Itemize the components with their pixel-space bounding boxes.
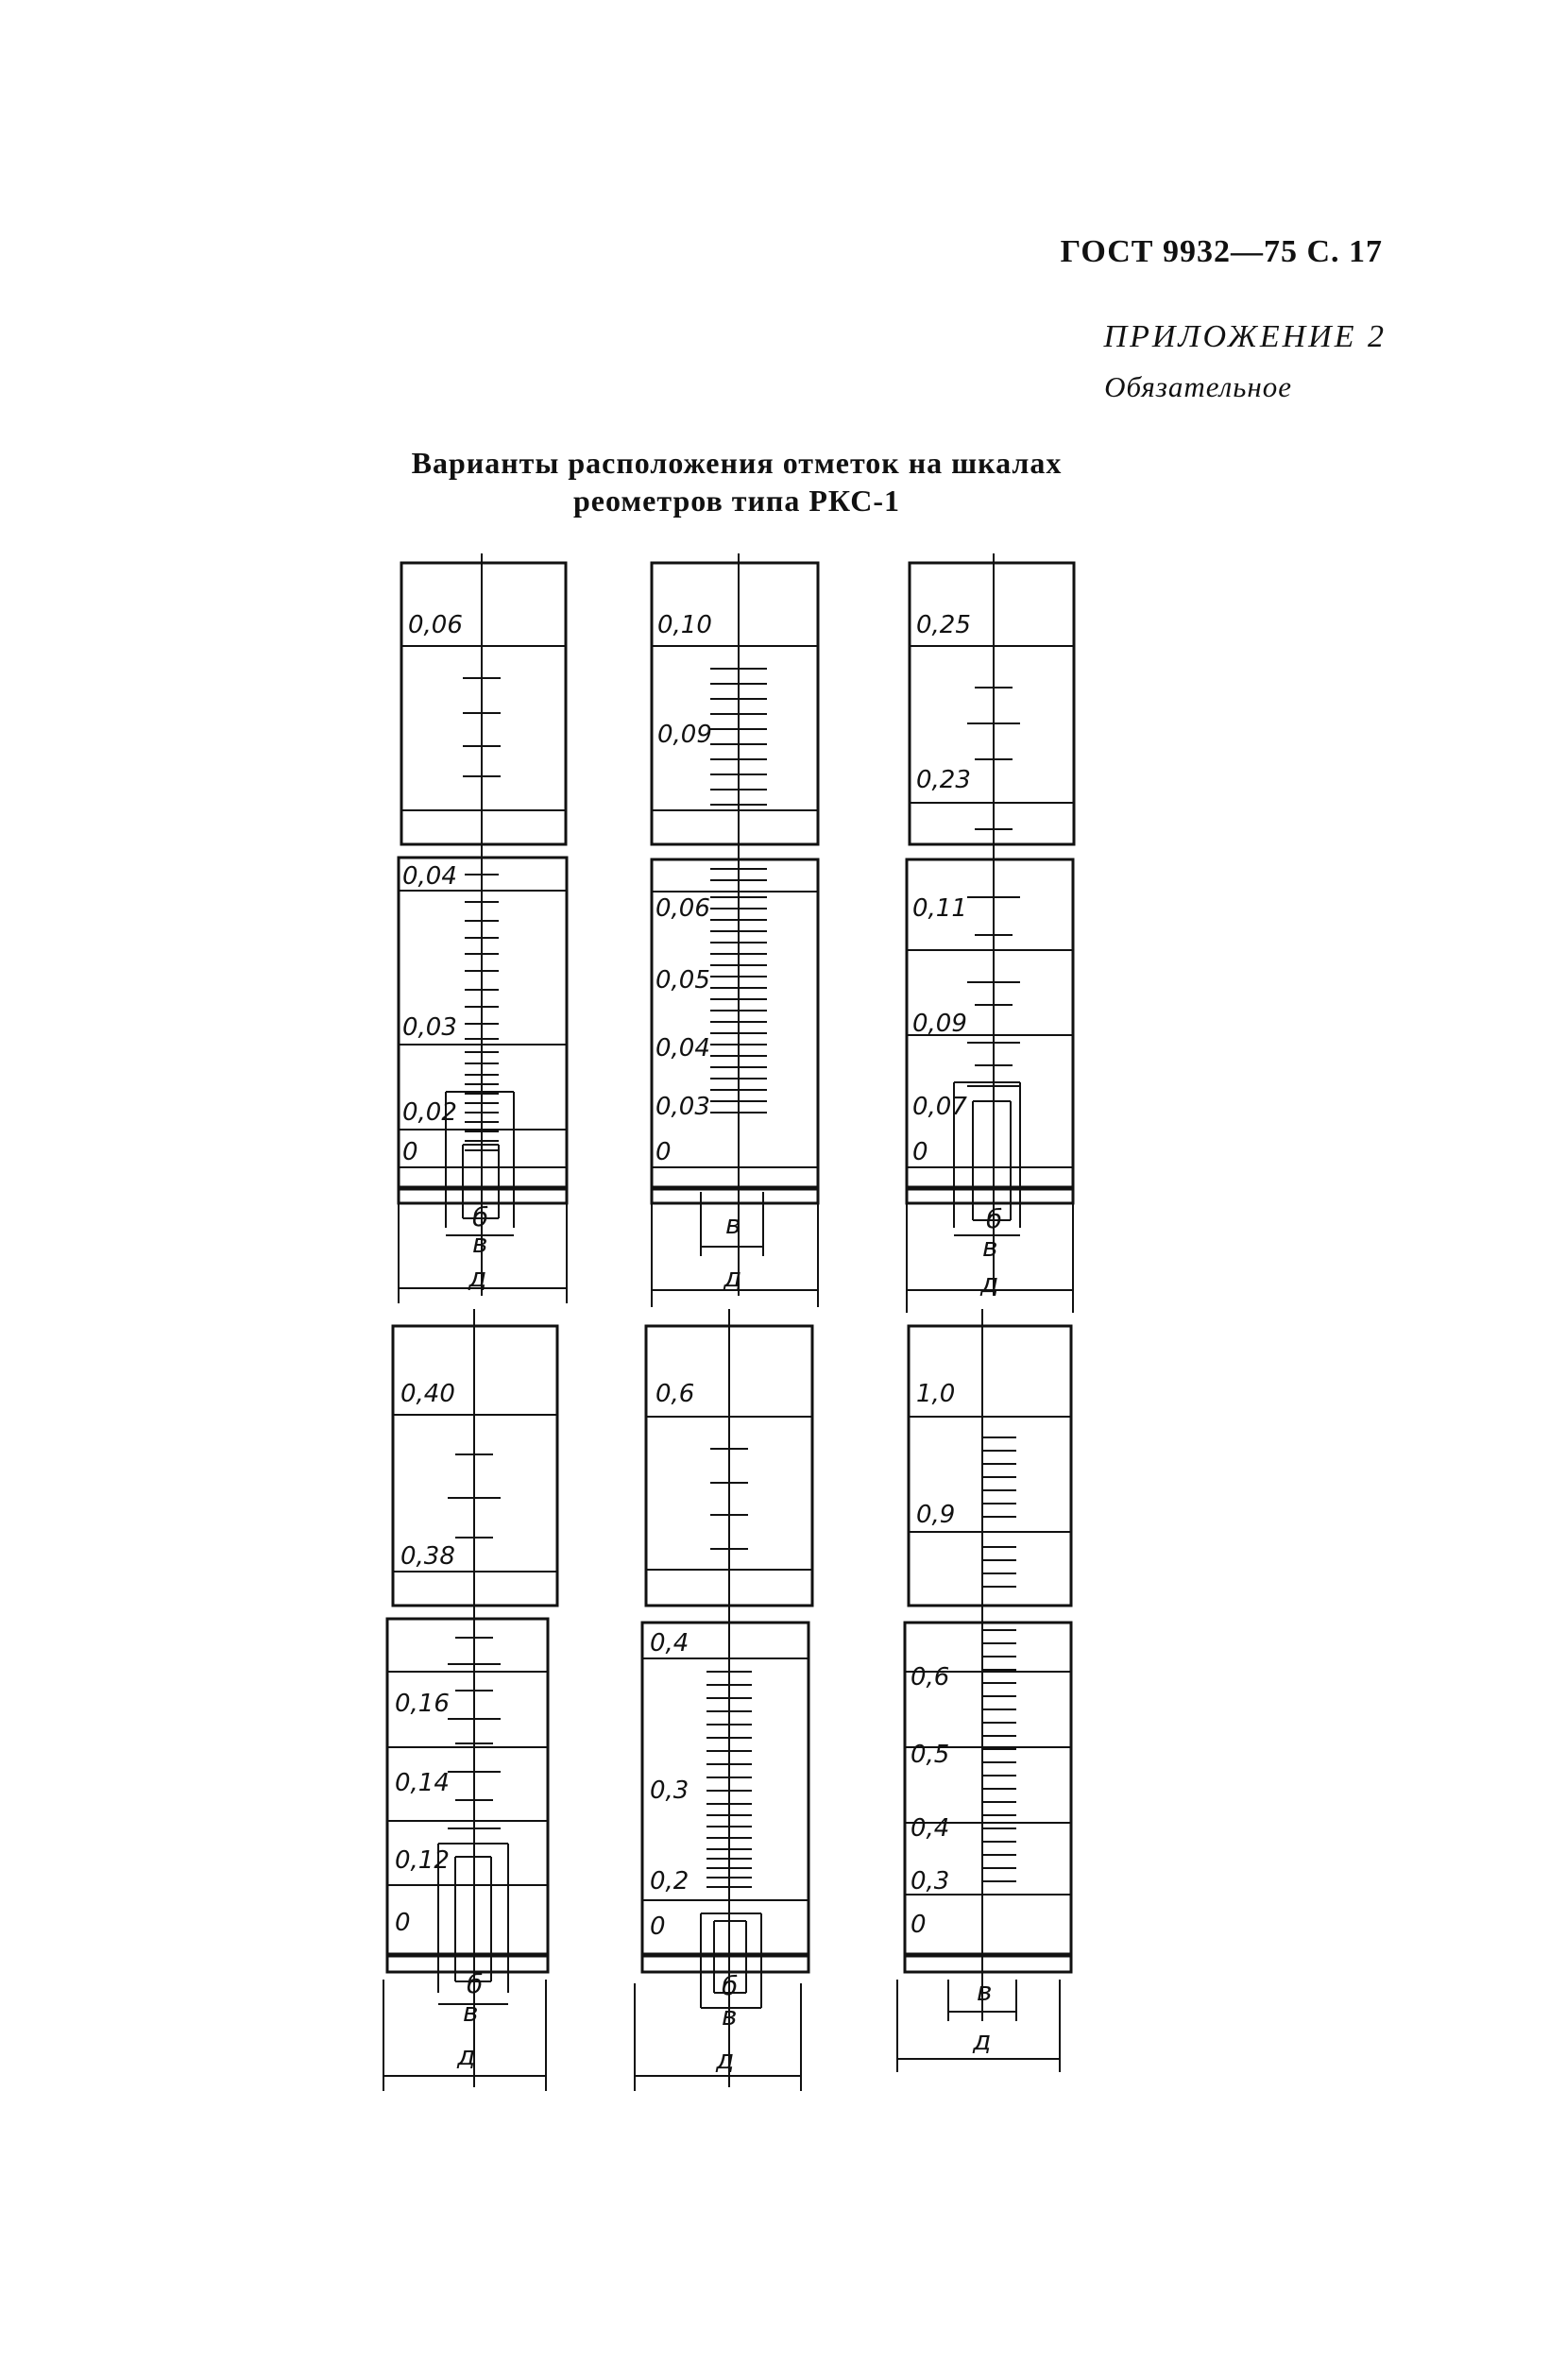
- scale-4-label-1: 0,40: [400, 1380, 455, 1408]
- scale-4-dim-2: в: [463, 1997, 479, 2028]
- scale-6-label-1: 1,0: [916, 1380, 956, 1408]
- scale-6-label-7: 0: [911, 1911, 927, 1939]
- scale-2-label-1: 0,10: [657, 611, 712, 639]
- appendix-status: Обязательное: [1104, 370, 1292, 403]
- scale-4-label-4: 0,14: [395, 1769, 450, 1797]
- scale-3-label-5: 0,07: [912, 1093, 967, 1121]
- scale-5-label-2: 0,4: [650, 1629, 689, 1658]
- scale-5-dim-1: б: [722, 1970, 739, 2001]
- scale-3-label-3: 0,11: [912, 894, 967, 923]
- scale-2-label-4: 0,05: [655, 966, 710, 994]
- scale-5-label-5: 0: [650, 1912, 666, 1941]
- scale-2: [652, 553, 818, 1307]
- scale-2-label-2: 0,09: [657, 721, 712, 749]
- scale-4-label-3: 0,16: [395, 1690, 450, 1718]
- scale-5-dim-2: в: [722, 2000, 738, 2032]
- scale-3-dim-3: д: [980, 1267, 999, 1299]
- scale-3: [907, 553, 1074, 1313]
- scale-4-dim-1: б: [467, 1968, 484, 1999]
- scale-5-dim-3: д: [716, 2044, 735, 2075]
- scale-3-label-1: 0,25: [916, 611, 971, 639]
- scale-2-dim-1: в: [725, 1209, 741, 1240]
- scale-6-dim-1: в: [977, 1976, 993, 2007]
- scale-6-label-3: 0,6: [911, 1663, 950, 1692]
- scale-3-label-2: 0,23: [916, 766, 971, 794]
- scale-3-dim-2: в: [982, 1232, 998, 1263]
- scale-1-dim-2: в: [472, 1228, 488, 1259]
- document-code: ГОСТ 9932—75 С. 17: [1060, 234, 1383, 269]
- scale-6-label-2: 0,9: [916, 1501, 956, 1529]
- scale-1-label-4: 0,02: [402, 1098, 457, 1127]
- scale-2-dim-2: д: [723, 1262, 742, 1293]
- scale-6-label-5: 0,4: [911, 1814, 950, 1843]
- scale-4: [383, 1309, 557, 2091]
- scale-2-label-3: 0,06: [655, 894, 710, 923]
- scale-1-dim-3: д: [468, 1262, 487, 1293]
- scale-1-label-1: 0,06: [408, 611, 463, 639]
- scale-5-label-1: 0,6: [655, 1380, 695, 1408]
- scale-2-label-7: 0: [655, 1138, 672, 1166]
- appendix-heading: ПРИЛОЖЕНИЕ 2: [1103, 319, 1387, 354]
- scale-6-label-4: 0,5: [911, 1741, 950, 1769]
- scale-3-label-4: 0,09: [912, 1010, 967, 1038]
- figure-title-line-1: Варианты расположения отметок на шкалах: [411, 446, 1063, 480]
- scale-4-label-5: 0,12: [395, 1846, 450, 1875]
- scale-2-label-5: 0,04: [655, 1034, 710, 1062]
- scale-3-label-6: 0: [912, 1138, 928, 1166]
- scale-1-label-3: 0,03: [402, 1013, 457, 1042]
- scale-4-label-6: 0: [395, 1909, 411, 1937]
- scale-6-label-6: 0,3: [911, 1867, 950, 1896]
- scale-1-label-5: 0: [402, 1138, 418, 1166]
- scale-3-dim-1: б: [986, 1203, 1003, 1234]
- scale-5-label-3: 0,3: [650, 1776, 689, 1805]
- scale-1: [399, 553, 567, 1303]
- scale-6-dim-2: д: [973, 2025, 992, 2056]
- scale-4-dim-3: д: [457, 2040, 476, 2071]
- scale-1-label-2: 0,04: [402, 862, 457, 891]
- scale-1-dim-1: б: [472, 1201, 489, 1232]
- scale-4-label-2: 0,38: [400, 1542, 455, 1571]
- figure-title-line-2: реометров типа РКС-1: [572, 484, 901, 518]
- scale-2-label-6: 0,03: [655, 1093, 710, 1121]
- scale-6: [897, 1309, 1071, 2072]
- scale-5-label-4: 0,2: [650, 1867, 689, 1896]
- scale-5: [635, 1309, 812, 2091]
